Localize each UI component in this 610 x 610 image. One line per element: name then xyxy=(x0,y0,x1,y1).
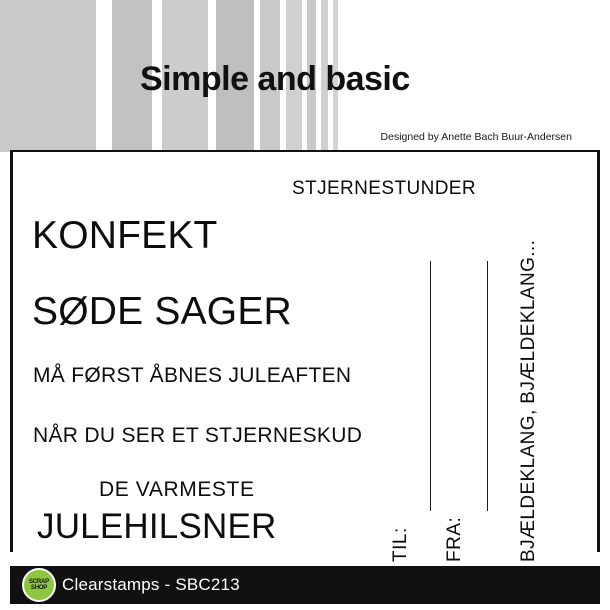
logo-label: SCRAP SHOP xyxy=(28,578,49,591)
stamp-text-julehilsner: JULEHILSNER xyxy=(37,507,277,546)
stamp-text-naar-du-ser: NÅR DU SER ET STJERNESKUD xyxy=(33,424,363,447)
stamp-text-til: TIL: xyxy=(390,527,411,562)
stamp-content-area xyxy=(0,152,610,562)
header-band xyxy=(0,0,610,152)
stamp-text-maa-foerst: MÅ FØRST ÅBNES JULEAFTEN xyxy=(33,364,352,387)
stamp-text-fra: FRA: xyxy=(444,516,465,562)
footer-bar xyxy=(10,566,600,604)
stamp-text-konfekt: KONFEKT xyxy=(32,214,218,257)
ruled-line-til xyxy=(430,261,431,511)
sheet-border-right xyxy=(597,152,600,552)
brand-title: Simple and basic xyxy=(140,60,410,98)
ruled-line-fra xyxy=(487,261,488,511)
stamp-text-soede-sager: SØDE SAGER xyxy=(32,290,292,333)
product-code-label: Clearstamps - SBC213 xyxy=(62,575,240,594)
scrapshop-logo-icon xyxy=(22,568,56,602)
stamp-text-bjaeldeklang: BJÆLDEKLANG, BJÆLDEKLANG... xyxy=(518,239,539,562)
stamp-text-stjernestunder: STJERNESTUNDER xyxy=(292,178,477,199)
header-stripe xyxy=(96,0,112,152)
designer-credit: Designed by Anette Bach Buur-Andersen xyxy=(380,131,572,143)
sheet-border-left xyxy=(10,152,13,552)
header-stripe xyxy=(0,0,96,152)
stamp-text-de-varmeste: DE VARMESTE xyxy=(99,478,255,501)
